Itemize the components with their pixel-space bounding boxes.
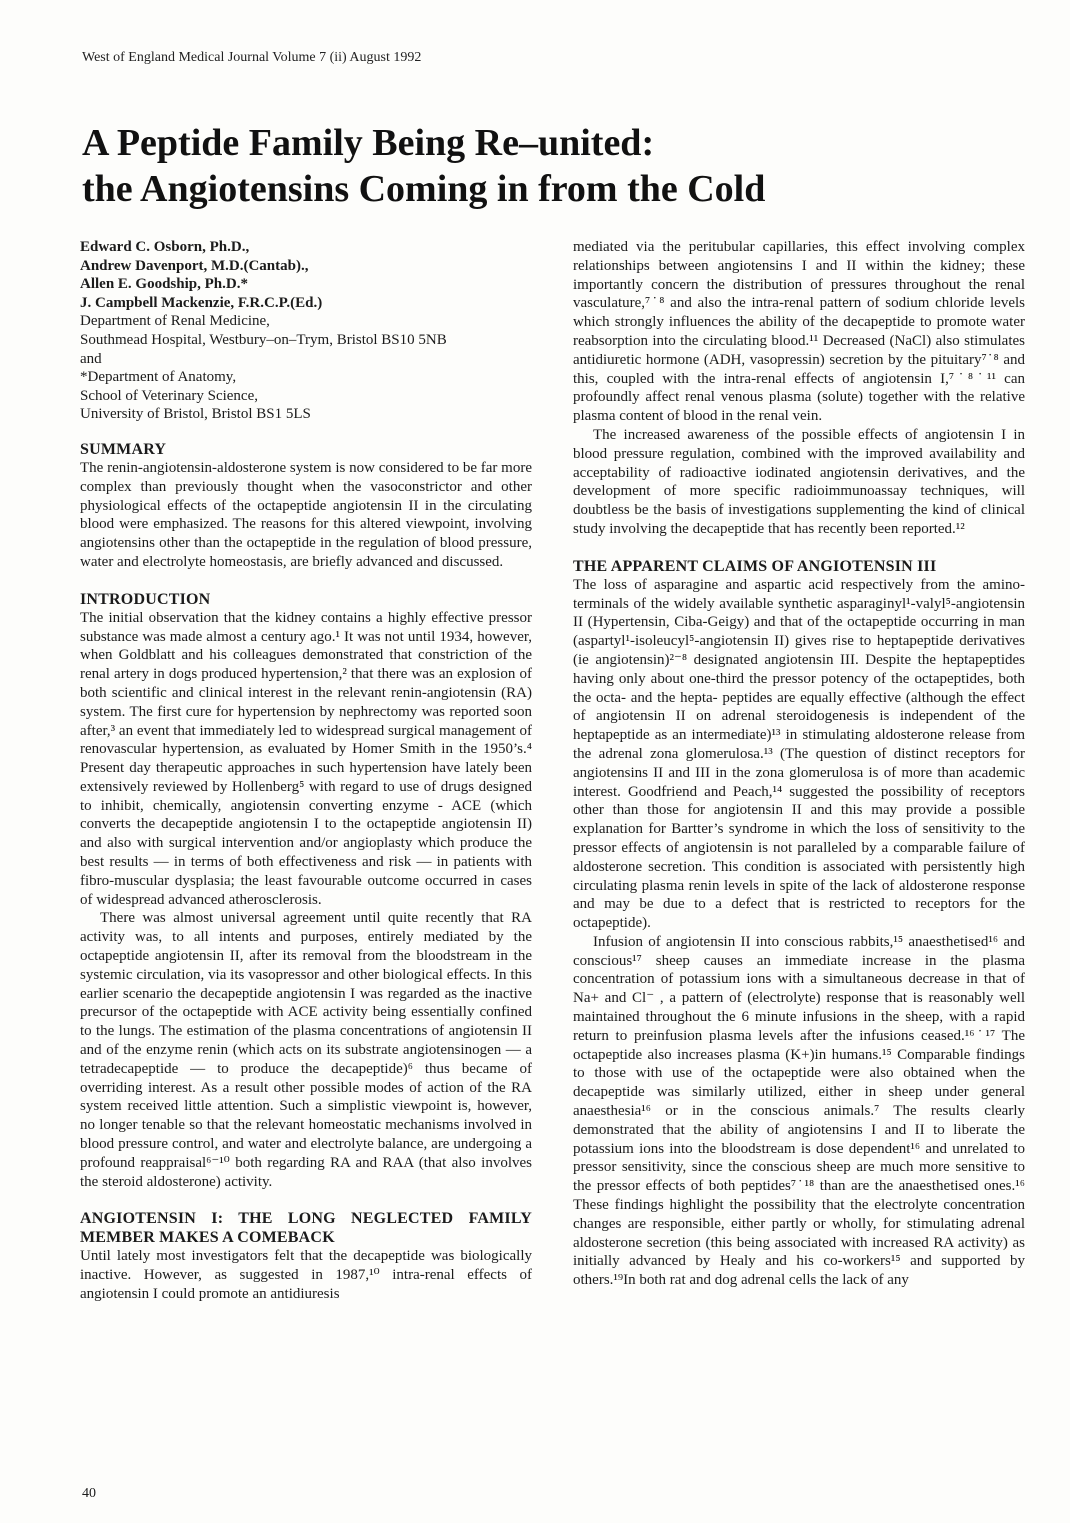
angiotensin-iii-paragraph-2: Infusion of angiotensin II into conscious rabbits,¹⁵ anaesthetised¹⁶ and conscious¹⁷ sheep causes an immediate increase in the plasma concentration of potassium ions with a simultaneous decrease in that of Na+ and Cl⁻ , a pattern of (electrolyte) response that is reasonably well maintained throughout the 6 minute infusions in the sheep, with a rapid return to preinfusion plasma levels after the infusions ceased.¹⁶˙¹⁷ The octapeptide also increases plasma (K+)in humans.¹⁵ Comparable findings to those with use of the octapeptide were also obtained when the decapeptide was similarly utilized, either in sheep under general anaesthesia¹⁶ or in the conscious animals.⁷ The results clearly demonstrated that the ability of angiotensins I and II to liberate the potassium ions into the bloodstream is dose dependent¹⁶ and unrelated to pressor sensitivity, since the conscious sheep are much more sensitive to the pressor effects of both peptides⁷˙¹⁸ than are the anaesthetised ones.¹⁶ These findings highlight the possibility that the electrolyte concentration changes are responsible, either partly or wholly, for stimulating adrenal aldosterone secretion (this being associated with increased RA activity) as initially advanced by Healy and his co-workers¹⁵ and supported by others.¹⁹In both rat and dog adrenal cells the lack of any [573, 933, 1025, 1289]
angiotensin-iii-paragraph-1: The loss of asparagine and aspartic acid respectively from the amino-terminals of the widely available synthetic asparaginyl¹-valyl⁵-angiotensin II (Hypertensin, Ciba-Geigy) and that of the octapeptide occurring in man (aspartyl¹-isoleucyl⁵-angiotensin II) gives rise to heptapeptide derivatives (ie angiotensin)²⁻⁸ designated angiotensin III. Despite the heptapeptides having only about one-third the pressor potency of the octapeptides, both the octa- and the hepta- peptides are equally effective (although the effect of angiotensin II on adrenal steroidogenesis is independent of the heptapeptide as an intermediate)¹³ in stimulating aldosterone release from the adrenal zona glomerulosa.¹³ (The question of distinct receptors for angiotensins II and III in the zona glomerulosa is of more than academic interest. Goodfriend and Peach,¹⁴ suggested the possibility of receptors other than those for angiotensin II and this may provide a possible explanation for Bartter’s syndrome in which the loss of sensitivity to the pressor effects of angiotensin is not paralleled by a comparable failure of aldosterone secretion. This condition is associated with persistently high circulating plasma renin levels in spite of the lack of aldosterone response and may be due to a defect that is restricted to receptors for the octapeptide). [573, 576, 1025, 932]
angiotensin-iii-heading: THE APPARENT CLAIMS OF ANGIOTENSIN III [573, 557, 937, 575]
author-name: J. Campbell Mackenzie, F.R.C.P.(Ed.) [80, 294, 323, 311]
affiliation-line: Department of Renal Medicine, [80, 313, 270, 330]
affiliation-line: Southmead Hospital, Westbury–on–Trym, Bristol BS10 5NB [80, 331, 447, 348]
summary-heading: SUMMARY [80, 440, 167, 458]
author-name: Allen E. Goodship, Ph.D.* [80, 276, 248, 293]
page-number: 40 [82, 1486, 96, 1501]
title-line-2: the Angiotensins Coming in from the Cold [82, 168, 766, 210]
affiliation-line: School of Veterinary Science, [80, 387, 259, 404]
affiliation-line: and [80, 350, 102, 367]
author-block [80, 238, 532, 424]
journal-header: West of England Medical Journal Volume 7 (ii) August 1992 [82, 50, 422, 65]
article-title [82, 120, 982, 212]
summary-text: The renin-angiotensin-aldosterone system is now considered to be far more complex than previously thought when the vasoconstrictor and other physiological effects of the octapeptide angiotensin II in the circulating blood were emphasized. The reasons for this altered viewpoint, involving angiotensins other than the octapeptide in the regulation of blood pressure, water and electrolyte homeostasis, are briefly advanced and discussed. [80, 459, 532, 570]
left-column [80, 238, 532, 1304]
introduction-paragraph-1: The initial observation that the kidney contains a highly effective pressor substance was made almost a century ago.¹ It was not until 1934, however, when Goldblatt and his colleagues demonstrated that constriction of the renal artery in dogs produced hypertension,² that there was an explosion of both scientific and clinical interest in the relevant renin-angiotensin (RA) system. The first cure for hypertension by nephrectomy was reported soon after,³ an event that immediately led to widespread surgical management of renovascular hypertension, as evaluated by Homer Smith in the 1950’s.⁴ Present day therapeutic approaches in such hypertension have lately been extensively reviewed by Hollenberg⁵ with regard to use of drugs designed to inhibit, chemically, angiotensin converting enzyme - ACE (which converts the decapeptide angiotensin I to the octapeptide angiotensin II) and also with surgical intervention and/or angioplasty which produce the best results — in terms of both effectiveness and risk — in patients with fibro-muscular dysplasia; the least favourable outcome occurred in cases of widespread advanced atherosclerosis. [80, 609, 532, 908]
affiliation-line: University of Bristol, Bristol BS1 5LS [80, 406, 311, 423]
author-name: Edward C. Osborn, Ph.D., [80, 239, 250, 255]
author-name: Andrew Davenport, M.D.(Cantab)., [80, 257, 309, 274]
affiliation-line: *Department of Anatomy, [80, 369, 237, 386]
title-line-1: A Peptide Family Being Re–united: [82, 122, 655, 164]
introduction-paragraph-2: There was almost universal agreement until quite recently that RA activity was, to all intents and purposes, entirely mediated by the octapeptide angiotensin II, after its removal from the bloodstream in the systemic circulation, via its vasopressor and other biological effects. In this earlier scenario the decapeptide angiotensin I was regarded as the inactive precursor of the octapeptide with ACE activity being essentially confined to the lungs. The estimation of the plasma concentrations of angiotensin II and of the enzyme renin (which acts on its substrate angiotensinogen — a tetradecapeptide — to produce the decapeptide)⁶ thus became of overriding interest. As a result other possible modes of action of the RA system received little attention. Such a simplistic viewpoint is, however, no longer tenable so that the relevant homeostatic mechanisms involved in blood pressure control, and water and electrolyte balance, are undergoing a profound reappraisal⁶⁻¹⁰ both regarding RA and RAA (that also involves the steroid aldosterone) activity. [80, 910, 532, 1190]
angiotensin-i-paragraph-2: The increased awareness of the possible effects of angiotensin I in blood pressure regulation, combined with the improved availability and acceptability of radioactive iodinated angiotensin derivatives, and the development of more specific radioimmunoassay techniques, will doubtless be the basis of investigations supplementing the kind of clinical study involving the decapeptide that has recently been reported.¹² [573, 426, 1025, 537]
angiotensin-i-paragraph-continued: mediated via the peritubular capillaries, this effect involving complex relationships between angiotensins I and II within the kidney; these importantly concern the distribution of pressures throughout the renal vasculature,⁷˙⁸ and also the intra-renal pattern of sodium chloride levels which strongly influences the ability of the decapeptide to promote water reabsorption into the circulating blood.¹¹ Decreased (NaCl) also stimulates antidiuretic hormone (ADH, vasopressin) secretion by the pituitary⁷˙⁸ and this, coupled with the intra-renal effects of angiotensin I,⁷˙⁸˙¹¹ can profoundly affect renal venous plasma (solute) together with the relative plasma content of blood in the renal vein. [573, 239, 1025, 425]
introduction-heading: INTRODUCTION [80, 590, 211, 608]
right-column [573, 238, 1025, 1290]
angiotensin-i-paragraph-start: Until lately most investigators felt that the decapeptide was biologically inactive. However, as suggested in 1987,¹⁰ intra-renal effects of angiotensin I could promote an antidiuresis [80, 1248, 532, 1303]
angiotensin-i-heading: ANGIOTENSIN I: THE LONG NEGLECTED FAMILY MEMBER MAKES A COMEBACK [80, 1210, 532, 1247]
